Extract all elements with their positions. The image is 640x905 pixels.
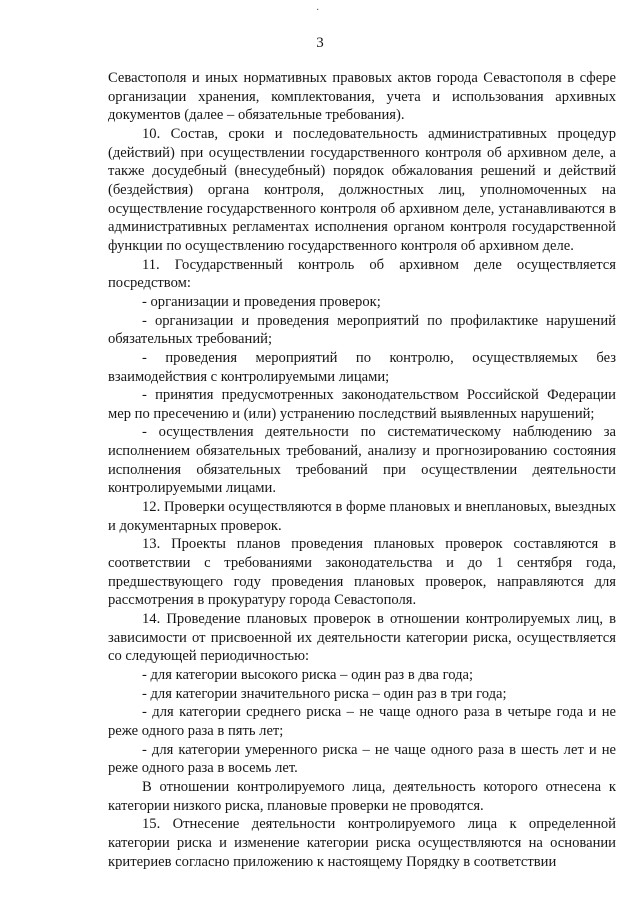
list-item: - для категории среднего риска – не чаще одного раза в четыре года и не реже одного раза в пять лет; [108, 704, 616, 739]
paragraph-low-risk: В отношении контролируемого лица, деятельность которого отнесена к категории низкого риска, плановые проверки не проводятся. [108, 778, 616, 814]
paragraph-15: 15. Отнесение деятельности контролируемого лица к определенной категории риска и изменение категории риска осуществляются на основании критериев согласно приложению к настоящему Порядку в соответствии [108, 816, 616, 870]
body-text [108, 69, 616, 871]
list-item: - проведения мероприятий по контролю, осуществляемых без взаимодействия с контролируемыми лицами; [108, 349, 616, 385]
paragraph-10: 10. Состав, сроки и последовательность административных процедур (действий) при осуществлении государственного контроля об архивном деле, а также досудебный (внесудебный) порядок обжалования решений и действий (бездействия) органа контроля, должностных лиц, уполномоченных на осуществление государственного контроля об архивном деле, устанавливаются в административных регламентах исполнения органом контроля государственной функции по осуществлению государственного контроля об архивном деле. [108, 125, 616, 254]
paragraph-12: 12. Проверки осуществляются в форме плановых и внеплановых, выездных и документарных проверок. [108, 499, 616, 534]
paragraph-continuation: Севастополя и иных нормативных правовых актов города Севастополя в сфере организации хранения, комплектования, учета и использования архивных документов (далее – обязательные требования). [108, 70, 616, 124]
list-item: - для категории умеренного риска – не чаще одного раза в шесть лет и не реже одного раза в восемь лет. [108, 741, 616, 777]
scan-dot: · [316, 5, 320, 16]
page-number: 3 [316, 35, 324, 51]
paragraph-11: 11. Государственный контроль об архивном деле осуществляется посредством: [108, 256, 616, 292]
paragraph-14: 14. Проведение плановых проверок в отношении контролируемых лиц, в зависимости от присвоенной их деятельности категории риска, осуществляется со следующей периодичностью: [108, 611, 616, 665]
list-item: - организации и проведения мероприятий по профилактике нарушений обязательных требований; [108, 312, 616, 348]
list-item: - организации и проведения проверок; [142, 293, 381, 310]
list-item: - для категории высокого риска – один раз в два года; [142, 667, 474, 683]
list-item: - осуществления деятельности по систематическому наблюдению за исполнением обязательных требований, анализу и прогнозированию состояния исполнения обязательных требований при осуществлении деятельности контролируемыми лицами. [108, 424, 616, 497]
list-item: - принятия предусмотренных законодательством Российской Федерации мер по пресечению и (или) устранению последствий выявленных нарушений; [108, 387, 616, 422]
paragraph-13: 13. Проекты планов проведения плановых проверок составляются в соответствии с требованиями законодательства и до 1 сентября года, предшествующего году проведения плановых проверок, направляются для рассмотрения в прокуратуру города Севастополя. [108, 536, 616, 609]
list-item: - для категории значительного риска – один раз в три года; [142, 685, 507, 702]
